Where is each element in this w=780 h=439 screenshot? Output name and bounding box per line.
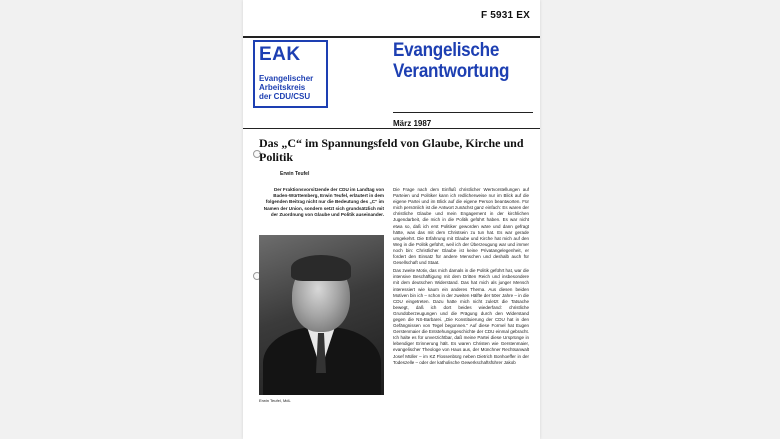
header-rule xyxy=(243,128,540,129)
body-paragraph: Das zweite Motiv, das mich damals in die Politik geführt hat, war die intensive Beschäftigung mit dem Dritten Reich und insbesondere mit dem deutschen Widerstand. Das hat mich als junger Mensch interessiert wie kaum ein anderes Thema. Aus diesen beiden Motiven bin ich – schon in der zweiten Hälfte der 50er Jahre – in die CDU eingetreten. Dazu hatte mich nicht zuletzt die Tatsache bewegt, daß ich dort beides wiederfand: christliche Grundüberzeugungen und die Prägung durch den Widerstand gegen die NS-Barbarei. „Die Konstituierung der CDU hat in den Gefängnissen von Tegel begonnen.“ Auf diese Formel hat Eugen Gerstenmaier die Entstehungsgeschichte der CDU einmal gebracht. Ich halte es für unverzichtbar, daß meine Partei diese Ursprünge in lebendiger Erinnerung hält. Es waren Christen wie Gerstenmaier, evangelischer Theologe von Haus aus, der Münchner Rechtsanwalt Josef Müller – im KZ Flossenbürg neben Dietrich Bonhoeffer in der Todeszelle – oder der katholische Gewerkschaftsführer Jakob xyxy=(393,268,529,365)
author-photo xyxy=(259,235,384,395)
eak-logo xyxy=(253,40,328,108)
photo-hair xyxy=(291,255,351,281)
masthead-title xyxy=(393,40,509,82)
article-headline: Das „C“ im Spannungsfeld von Glaube, Kirche und Politik xyxy=(259,136,524,164)
article-author: Erwin Teufel xyxy=(280,171,310,177)
article-intro: Der Fraktionsvorsitzende der CDU im Landtag von Baden-Württemberg, Erwin Teufel, erläutert in dem folgenden Beitrag nicht nur die Bedeutung des „C“ im Namen der Union, sondern setzt sich grundsätzlich mit der Zuordnung von Glaube und Politik auseinander. xyxy=(263,187,384,217)
masthead-line: Evangelische xyxy=(393,40,500,61)
logo-line: der CDU/CSU xyxy=(259,92,311,101)
photo-caption: Erwin Teufel, MdL xyxy=(259,398,291,403)
masthead-line: Verantwortung xyxy=(393,61,510,82)
logo-line: Arbeitskreis xyxy=(259,83,306,92)
issue-date: März 1987 xyxy=(393,119,432,128)
top-rule xyxy=(243,36,540,38)
document-page xyxy=(243,0,540,439)
document-code: F 5931 EX xyxy=(480,10,530,21)
article-body-column xyxy=(393,187,529,368)
logo-mark: EAK xyxy=(259,44,301,65)
masthead-rule xyxy=(393,112,533,113)
body-paragraph: Die Frage nach dem Einfluß christlicher Wertvorstellungen auf Parteien und Politiker kann ich redlicherweise nur im Blick auf die eigene Partei und im Blick auf die eigene Person beantworten. Für mich persönlich ist die Antwort zunächst ganz einfach: Es waren der christliche Glaube und mein Engagement in der kirchlichen Jugendarbeit, die mich in die Politik geführt haben. Es war nicht etwa so, daß ich erst Politiker geworden wäre und dann gefragt hätte, was das mit dem Christsein zu tun hat. Es war gerade umgekehrt. Die Erfahrung mit Glaube und Kirche hat mich auf den Weg in die Politik geführt, weil ich der Überzeugung war und immer noch bin: Christlicher Glaube ist keine Privatangelegenheit, er fordert den Einsatz für andere Menschen und deshalb auch für Gesellschaft und Staat. xyxy=(393,187,529,266)
logo-line: Evangelischer xyxy=(259,74,314,83)
